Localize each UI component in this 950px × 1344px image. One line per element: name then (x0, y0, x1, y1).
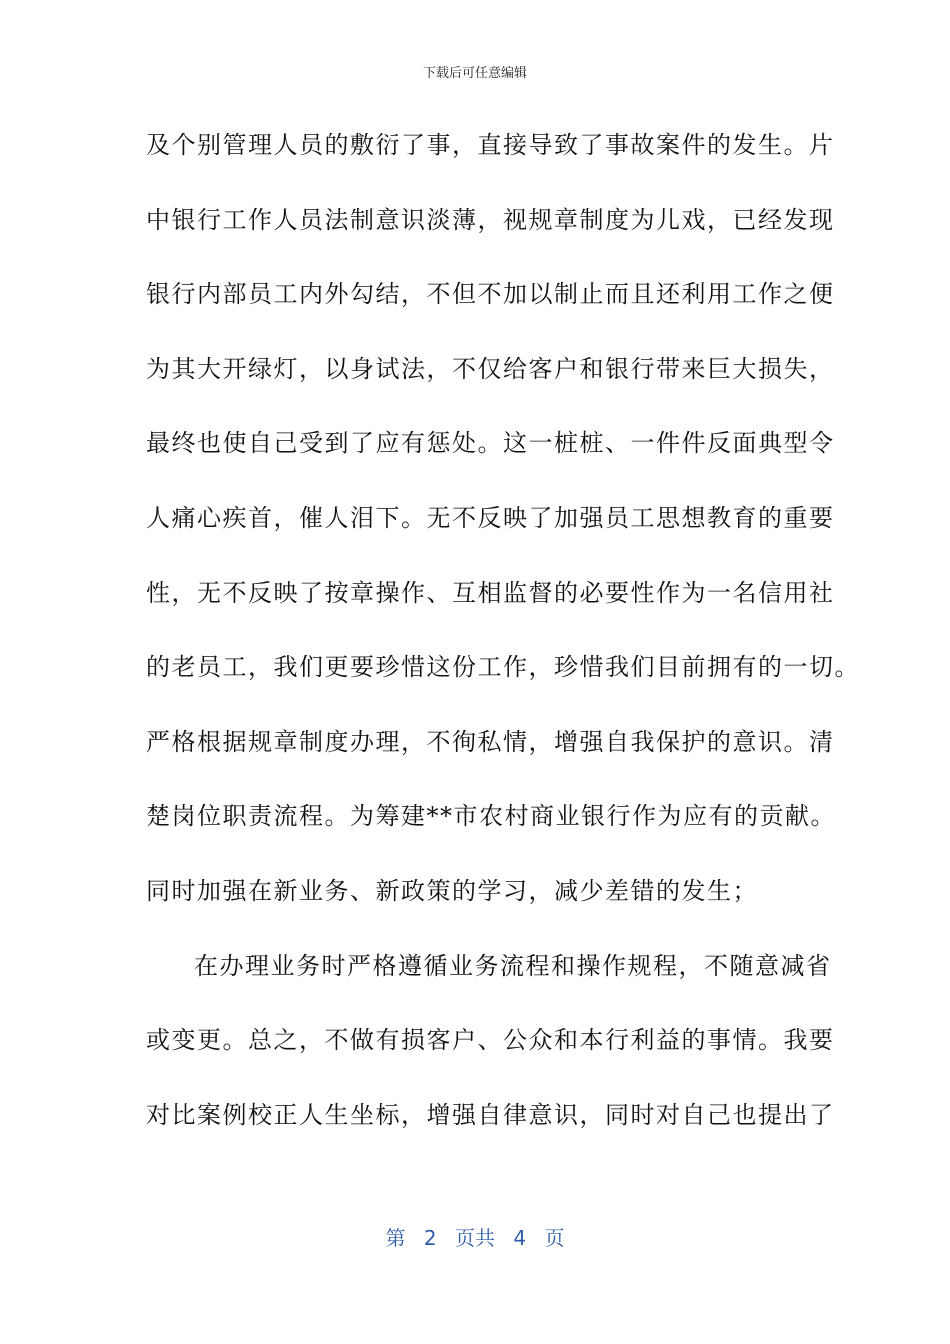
document-body (146, 108, 860, 1152)
page-footer (0, 1226, 950, 1250)
paragraph-start-line: 在办理业务时严格遵循业务流程和操作规程，不随意减省 (194, 951, 832, 980)
footer-middle: 页共 (455, 1226, 495, 1250)
page-header: 下载后可任意编辑 (422, 66, 527, 81)
text-line: 或变更。总之，不做有损客户、公众和本行利益的事情。我要 (146, 1026, 835, 1055)
text-line: 为其大开绿灯，以身试法，不仅给客户和银行带来巨大损失， (146, 354, 835, 383)
text-line: 对比案例校正人生坐标，增强自律意识，同时对自己也提出了 (146, 1100, 835, 1129)
text-line: 严格根据规章制度办理，不徇私情，增强自我保护的意识。清 (146, 727, 835, 756)
total-page-count: 4 (513, 1226, 527, 1250)
text-line: 最终也使自己受到了应有惩处。这一桩桩、一件件反面典型令 (146, 429, 835, 458)
footer-suffix: 页 (544, 1226, 565, 1250)
text-line: 性，无不反映了按章操作、互相监督的必要性作为一名信用社 (146, 578, 835, 607)
text-line: 的老员工，我们更要珍惜这份工作，珍惜我们目前拥有的一切。 (146, 653, 860, 682)
footer-prefix: 第 (385, 1226, 406, 1250)
text-line: 同时加强在新业务、新政策的学习，减少差错的发生； (146, 876, 758, 905)
text-line: 及个别管理人员的敷衍了事，直接导致了事故案件的发生。片 (146, 131, 835, 159)
text-line: 银行内部员工内外勾结，不但不加以制止而且还利用工作之便 (146, 280, 835, 309)
text-line: 人痛心疾首，催人泪下。无不反映了加强员工思想教育的重要 (146, 503, 835, 532)
text-line: 楚岗位职责流程。为筹建**市农村商业银行作为应有的贡献。 (146, 802, 836, 831)
current-page-number: 2 (423, 1226, 437, 1250)
text-line: 中银行工作人员法制意识淡薄，视规章制度为儿戏，已经发现 (146, 205, 835, 234)
